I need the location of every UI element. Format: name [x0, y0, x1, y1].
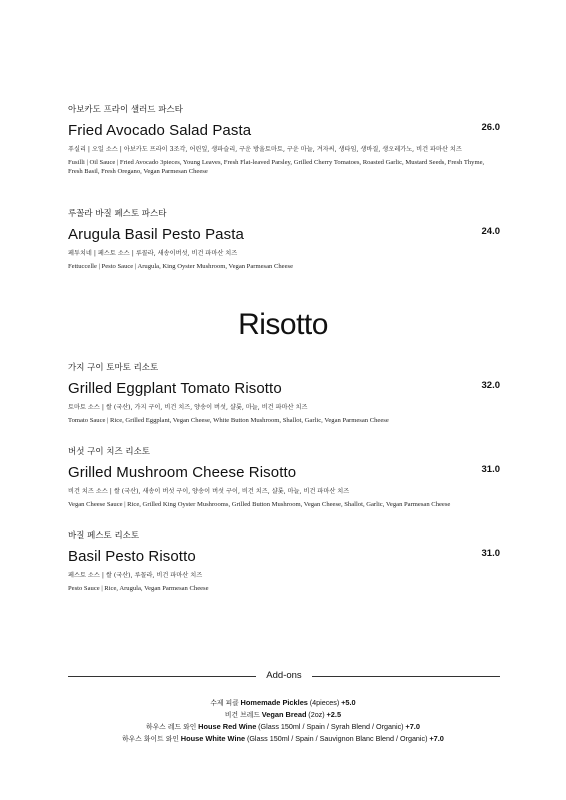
item-name-korean: 아보카도 프라이 샐러드 파스타	[68, 105, 183, 115]
addon-price: +2.5	[326, 710, 342, 719]
addon-item	[0, 721, 566, 733]
addon-name-korean: 수제 피클	[210, 699, 239, 707]
item-name-english: Basil Pesto Risotto	[68, 548, 196, 565]
section-title-risotto: Risotto	[238, 308, 328, 341]
addon-item	[0, 733, 566, 745]
addon-item	[0, 709, 566, 721]
item-description-korean: 페스토 소스 | 쌀 (국산), 루꼴라, 비건 파마산 치즈	[68, 572, 203, 579]
item-description-english: Fusilli | Oil Sauce | Fried Avocado 3pieces, Young Leaves, Fresh Flat-leaved Parsley, Grilled Cherry Tomatoes, Roasted Garlic, Mustard Seeds, Fresh Thyme, Fresh Basil, Fresh Oregano, Vegan Parmesan Cheese	[68, 158, 485, 175]
item-name-korean: 가지 구이 토마토 리소토	[68, 363, 159, 373]
item-description-english: Vegan Cheese Sauce | Rice, Grilled King Oyster Mushrooms, Grilled Button Mushroom, Vegan Cheese, Shallot, Garlic, Vegan Parmesan Cheese	[68, 500, 451, 508]
addon-detail: (2oz)	[308, 710, 325, 719]
addon-name-english: House Red Wine	[198, 722, 257, 731]
addon-name-english: House White Wine	[180, 734, 246, 743]
addons-list	[0, 697, 566, 745]
item-name-english: Fried Avocado Salad Pasta	[68, 122, 252, 139]
menu-item-arugula-basil-pesto-pasta	[68, 208, 500, 271]
menu-item-basil-pesto-risotto	[68, 530, 500, 593]
item-description-korean: 페투치네 | 페스토 소스 | 루꼴라, 새송이버섯, 비건 파마산 치즈	[68, 250, 238, 257]
item-name-english: Arugula Basil Pesto Pasta	[68, 226, 244, 243]
addon-name-english: Vegan Bread	[261, 710, 307, 719]
menu-item-grilled-mushroom-cheese-risotto	[68, 446, 500, 509]
addon-name-korean: 하우스 화이트 와인	[122, 735, 179, 743]
addon-price: +7.0	[405, 722, 420, 731]
item-name-english: Grilled Eggplant Tomato Risotto	[68, 380, 282, 397]
addon-price: +5.0	[341, 698, 356, 707]
item-description-korean: 푸실리 | 오일 소스 | 아보카도 프라이 3조각, 어린잎, 생파슬리, 구운 방울토마토, 구운 마늘, 겨자씨, 생타임, 생바질, 생오레가노, 비건 파마산 치즈	[68, 146, 462, 153]
divider-right	[312, 676, 500, 677]
item-name-korean: 버섯 구이 치즈 리소토	[68, 447, 151, 457]
item-description-korean: 비건 치즈 소스 | 쌀 (국산), 새송이 버섯 구이, 양송이 버섯 구이, 비건 치즈, 샬롯, 마늘, 비건 파마산 치즈	[68, 488, 350, 495]
item-description-english: Pesto Sauce | Rice, Arugula, Vegan Parmesan Cheese	[68, 584, 209, 592]
item-price: 32.0	[481, 380, 500, 391]
addon-name-korean: 비건 브레드	[224, 711, 260, 719]
addon-name-english: Homemade Pickles	[240, 698, 308, 707]
addon-price: +7.0	[429, 734, 444, 743]
item-price: 31.0	[481, 548, 500, 559]
menu-item-fried-avocado-salad-pasta	[68, 104, 500, 177]
item-name-korean: 루꼴라 바질 페스토 파스타	[68, 209, 167, 219]
menu-item-grilled-eggplant-tomato-risotto	[68, 362, 500, 425]
item-description-korean: 토마토 소스 | 쌀 (국산), 가지 구이, 비건 치즈, 양송이 버섯, 샬롯, 마늘, 비건 파마산 치즈	[68, 404, 308, 411]
addon-detail: (Glass 150ml / Spain / Syrah Blend / Organic)	[258, 722, 404, 731]
addon-item	[0, 697, 566, 709]
item-price: 26.0	[481, 122, 500, 133]
addon-detail: (Glass 150ml / Spain / Sauvignon Blanc Blend / Organic)	[246, 734, 428, 743]
item-price: 24.0	[481, 226, 500, 237]
item-price: 31.0	[481, 464, 500, 475]
addon-detail: (4pieces)	[309, 698, 340, 707]
item-name-korean: 바질 페스토 리소토	[68, 531, 140, 541]
addons-title: Add-ons	[266, 670, 302, 681]
item-name-english: Grilled Mushroom Cheese Risotto	[68, 464, 297, 481]
item-description-english: Tomato Sauce | Rice, Grilled Eggplant, Vegan Cheese, White Button Mushroom, Shallot, Garlic, Vegan Parmesan Cheese	[68, 416, 389, 424]
addons-header	[68, 669, 500, 683]
item-description-english: Fettuccelle | Pesto Sauce | Arugula, King Oyster Mushroom, Vegan Parmesan Cheese	[68, 262, 294, 270]
addon-name-korean: 하우스 레드 와인	[146, 723, 197, 731]
